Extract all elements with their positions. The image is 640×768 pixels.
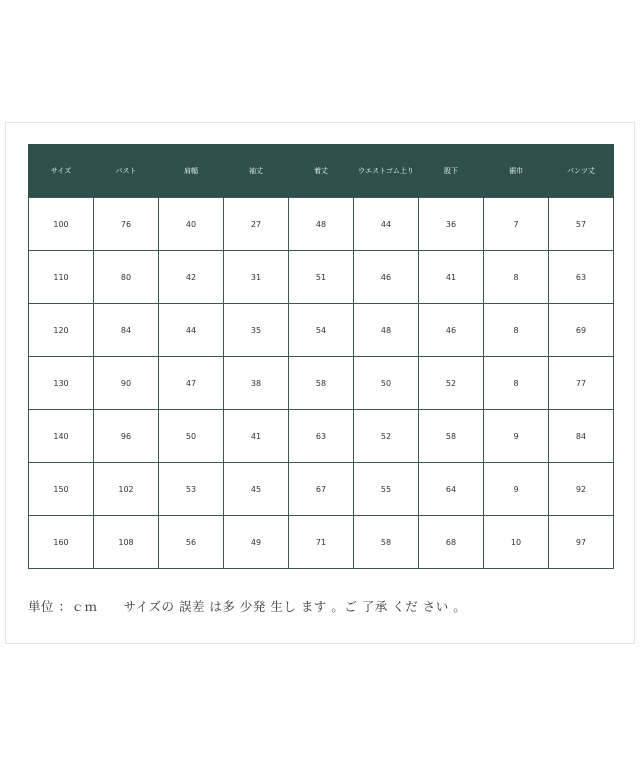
table-header-row (29, 144, 614, 198)
table-cell: 51 (289, 251, 354, 304)
table-cell: 150 (29, 463, 94, 516)
table-cell: 42 (159, 251, 224, 304)
table-cell: 120 (29, 304, 94, 357)
header-shoulder-width: 肩幅 (159, 144, 224, 198)
table-cell: 80 (94, 251, 159, 304)
table-cell: 47 (159, 357, 224, 410)
table-cell: 68 (419, 516, 484, 569)
table-cell: 63 (549, 251, 614, 304)
table-cell: 7 (484, 198, 549, 251)
size-table (28, 144, 614, 569)
table-cell: 54 (289, 304, 354, 357)
table-cell: 55 (354, 463, 419, 516)
header-size: サイズ (29, 144, 94, 198)
table-cell: 63 (289, 410, 354, 463)
table-cell: 46 (419, 304, 484, 357)
unit-disclaimer-note: 単位 ：ｃｍ サイズの 誤差 は多 少発 生し ます 。ご 了承 くだ さい 。 (28, 599, 467, 614)
table-cell: 64 (419, 463, 484, 516)
table-row (29, 198, 614, 251)
header-hem-width: 裾巾 (484, 144, 549, 198)
table-cell: 102 (94, 463, 159, 516)
table-cell: 77 (549, 357, 614, 410)
table-row (29, 463, 614, 516)
table-cell: 84 (94, 304, 159, 357)
table-cell: 97 (549, 516, 614, 569)
table-cell: 48 (289, 198, 354, 251)
table-cell: 46 (354, 251, 419, 304)
header-body-length: 着丈 (289, 144, 354, 198)
table-row (29, 516, 614, 569)
table-cell: 100 (29, 198, 94, 251)
table-cell: 40 (159, 198, 224, 251)
table-row (29, 304, 614, 357)
table-cell: 9 (484, 410, 549, 463)
table-cell: 84 (549, 410, 614, 463)
table-cell: 58 (354, 516, 419, 569)
table-cell: 58 (289, 357, 354, 410)
table-cell: 110 (29, 251, 94, 304)
table-cell: 27 (224, 198, 289, 251)
table-cell: 67 (289, 463, 354, 516)
table-cell: 8 (484, 357, 549, 410)
table-cell: 90 (94, 357, 159, 410)
table-cell: 50 (159, 410, 224, 463)
table-cell: 36 (419, 198, 484, 251)
header-sleeve-length: 袖丈 (224, 144, 289, 198)
table-cell: 41 (419, 251, 484, 304)
table-cell: 31 (224, 251, 289, 304)
table-cell: 10 (484, 516, 549, 569)
table-cell: 140 (29, 410, 94, 463)
header-pants-length: パンツ丈 (549, 144, 614, 198)
table-cell: 52 (419, 357, 484, 410)
table-cell: 35 (224, 304, 289, 357)
table-cell: 76 (94, 198, 159, 251)
table-row (29, 357, 614, 410)
table-cell: 49 (224, 516, 289, 569)
table-cell: 48 (354, 304, 419, 357)
table-row (29, 410, 614, 463)
size-chart-card (5, 122, 635, 644)
table-cell: 38 (224, 357, 289, 410)
table-cell: 44 (354, 198, 419, 251)
table-cell: 92 (549, 463, 614, 516)
table-cell: 96 (94, 410, 159, 463)
table-cell: 58 (419, 410, 484, 463)
table-cell: 9 (484, 463, 549, 516)
table-cell: 57 (549, 198, 614, 251)
table-cell: 130 (29, 357, 94, 410)
table-cell: 52 (354, 410, 419, 463)
table-cell: 44 (159, 304, 224, 357)
table-cell: 108 (94, 516, 159, 569)
header-bust: バスト (94, 144, 159, 198)
table-cell: 53 (159, 463, 224, 516)
table-cell: 45 (224, 463, 289, 516)
table-cell: 160 (29, 516, 94, 569)
table-cell: 56 (159, 516, 224, 569)
header-waist-elastic: ウエストゴム上り (354, 144, 419, 198)
table-cell: 8 (484, 304, 549, 357)
table-cell: 41 (224, 410, 289, 463)
header-inseam: 股下 (419, 144, 484, 198)
table-cell: 50 (354, 357, 419, 410)
table-cell: 69 (549, 304, 614, 357)
table-cell: 8 (484, 251, 549, 304)
table-cell: 71 (289, 516, 354, 569)
table-row (29, 251, 614, 304)
